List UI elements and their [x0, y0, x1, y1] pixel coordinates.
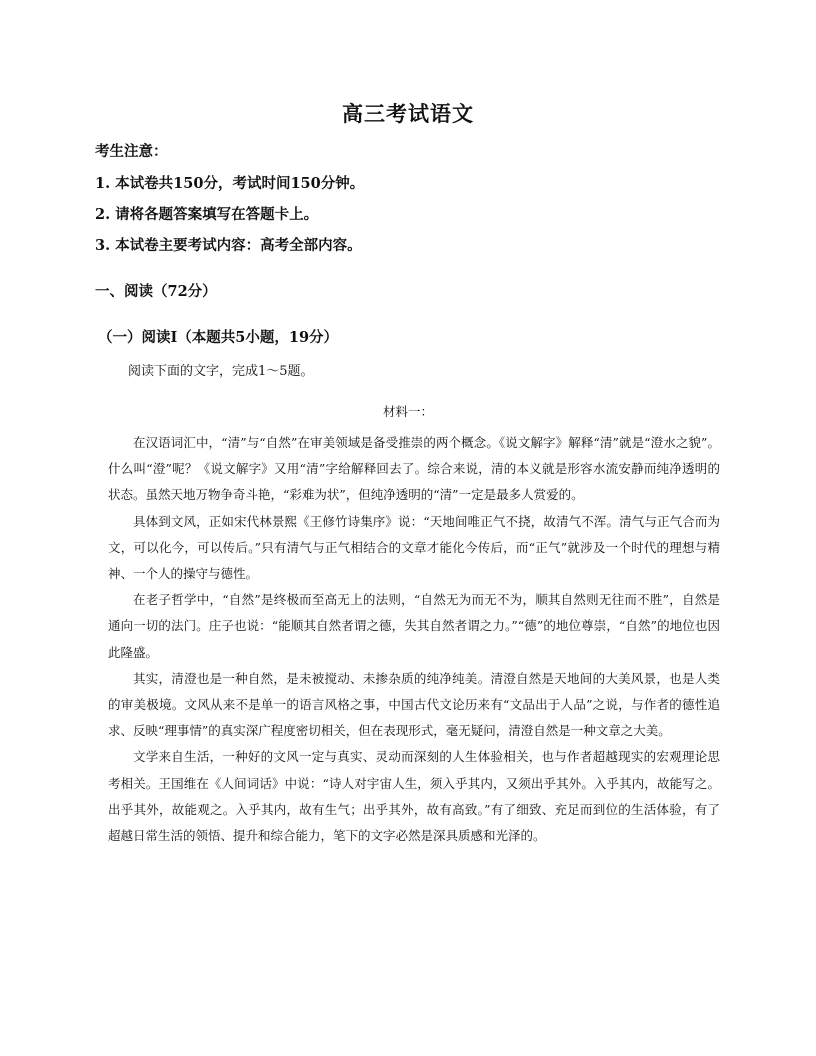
sub-section-title: （一）阅读Ⅰ（本题共5小题，19分）	[98, 329, 339, 346]
notice-heading: 考生注意：	[95, 143, 168, 160]
passage-paragraph-4: 其实，清澄也是一种自然，是未被搅动、未掺杂质的纯净纯美。清澄自然是天地间的大美风景，也是人类的审美极境。文风从来不是单一的语言风格之事，中国古代文论历来有“文品出于人品”之说，与作者的德性追求、反映“理事情”的真实深广程度密切相关，但在表现形式，毫无疑问，清澄自然是一种文章之大美。	[108, 670, 720, 739]
notice-item-3: 3. 本试卷主要考试内容：高考全部内容。	[95, 237, 362, 254]
passage-paragraph-1: 在汉语词汇中，“清”与“自然”在审美领域是备受推崇的两个概念。《说文解字》解释“清”就是“澄水之貌”。什么叫“澄”呢？《说文解字》又用“清”字给解释回去了。综合来说，清的本义就是形容水流安静而纯净透明的状态。虽然天地万物争奇斗艳，“彩难为状”，但纯净透明的“清”一定是最多人赏爱的。	[108, 435, 721, 503]
part-title: 一、阅读（72分）	[95, 283, 217, 300]
material-label: 材料一：	[382, 404, 433, 419]
passage-body	[108, 430, 720, 849]
notice-item-2: 2. 请将各题答案填写在答题卡上。	[95, 206, 319, 223]
notice-item-1: 1. 本试卷共150分，考试时间150分钟。	[95, 175, 365, 192]
passage-paragraph-5: 文学来自生活，一种好的文风一定与真实、灵动而深刻的人生体验相关，也与作者超越现实的宏观理论思考相关。王国维在《人间词话》中说：“诗人对宇宙人生，须入乎其内，又须出乎其外。入乎其内，故能写之。出乎其外，故能观之。入乎其内，故有生气；出乎其外，故有高致。”有了细致、充足而到位的生活体验，有了超越日常生活的领悟、提升和综合能力，笔下的文字必然是深具质感和光泽的。	[108, 749, 720, 844]
page-title: 高三考试语文	[342, 101, 474, 126]
passage-paragraph-3: 在老子哲学中，“自然”是终极而至高无上的法则，“自然无为而无不为，顺其自然则无往而不胜”，自然是通向一切的法门。庄子也说：“能顺其自然者谓之德，失其自然者谓之力。”“德”的地位尊崇，“自然”的地位也因此隆盛。	[108, 592, 720, 660]
passage-paragraph-2: 具体到文风，正如宋代林景熙《王修竹诗集序》说：“天地间唯正气不挠，故清气不浑。清气与正气合而为文，可以化今，可以传后。”只有清气与正气相结合的文章才能化今传后，而“正气”就涉及一个时代的理想与精神、一个人的操守与德性。	[108, 513, 720, 582]
reading-instruction: 阅读下面的文字，完成1～5题。	[128, 364, 314, 379]
